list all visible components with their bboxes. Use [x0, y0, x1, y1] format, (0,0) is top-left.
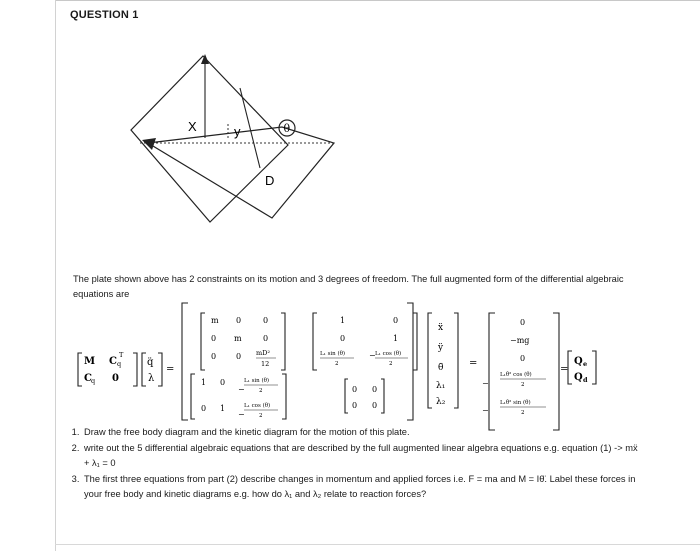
lower-term-1-den: 2: [259, 388, 263, 394]
lhs-matrix-bracket-right: [133, 353, 137, 386]
figure-label-y: y: [234, 124, 241, 139]
figure-label-x: X: [188, 119, 197, 134]
result-Qd-sub: d: [583, 376, 588, 384]
task-item: 3. The first three equations from part (2) describe changes in momentum and applied forces i.e. F = ma and M = Iθ̈. Label these forces in your free body and kinetic diagrams e.g. how do λ₁ and λ₂ relate to reaction forces?: [82, 472, 642, 503]
lower-12: 0: [220, 378, 226, 387]
equals-2: =: [469, 358, 478, 369]
pos-minus: −: [369, 351, 376, 360]
accel-theta: θ̈: [438, 363, 444, 373]
lower-zero-bracket-left: [345, 379, 348, 413]
q-ddot: q̈: [147, 357, 154, 368]
rhs-term-1-num: L₁θ̇² cos (θ): [500, 372, 532, 378]
inertia-term-den: 12: [261, 360, 270, 368]
inertia-m21: 0: [211, 334, 217, 343]
rhs-bracket-right: [553, 313, 559, 430]
result-Qd: Q: [574, 372, 583, 383]
lhs-zero: 0: [112, 373, 119, 384]
rhs-minus-2: −: [482, 406, 489, 415]
rhs-term-2-den: 2: [521, 410, 525, 416]
inertia-m13: 0: [263, 316, 269, 325]
pos-22: 1: [393, 334, 399, 343]
zero-21: 0: [352, 401, 358, 410]
inertia-m11: m: [211, 316, 219, 325]
result-Qe-sub: e: [583, 360, 588, 368]
rhs-mg: −mg: [510, 336, 530, 345]
lower-term-2-den: 2: [259, 413, 263, 419]
position-bracket-right: [413, 313, 417, 370]
task-list: [68, 425, 642, 503]
lambda-vector: λ: [148, 373, 155, 384]
inertia-bracket-left: [201, 313, 205, 370]
result-bracket-left: [568, 351, 572, 384]
lhs-M: M: [84, 356, 96, 367]
q-vector-bracket-right: [158, 353, 162, 386]
lower-21: 0: [201, 404, 207, 413]
task-item: 2. write out the 5 differential algebraic equations that are described by the full augmented linear algebra equations e.g. equation (1) -> mẍ + λ₁ = 0: [82, 441, 642, 472]
inertia-m22: m: [234, 334, 242, 343]
pos-term-1-num: L₁ sin (θ): [320, 351, 346, 357]
lower-term-2-num: L₁ cos (θ): [244, 403, 271, 409]
lhs-Cq-T-sub: q: [117, 360, 122, 368]
inertia-m31: 0: [211, 352, 217, 361]
equals-1: =: [166, 364, 175, 375]
lhs-Cq-T: C: [109, 356, 117, 367]
pos-12: 0: [393, 316, 399, 325]
result-Qe: Q: [574, 356, 583, 367]
rhs-term-1-den: 2: [521, 382, 525, 388]
zero-22: 0: [372, 401, 378, 410]
equals-3: =: [560, 364, 569, 375]
inertia-bracket-right: [281, 313, 285, 370]
result-bracket-right: [592, 351, 596, 384]
rhs-bracket-left: [489, 313, 495, 430]
task-item: 1. Draw the free body diagram and the kinetic diagram for the motion of this plate.: [82, 425, 642, 441]
inertia-m23: 0: [263, 334, 269, 343]
lower-left-bracket-left: [191, 374, 195, 419]
q-vector-bracket-left: [142, 353, 146, 386]
inertia-m32: 0: [236, 352, 242, 361]
pos-11: 1: [340, 316, 346, 325]
lhs-matrix-bracket-left: [78, 353, 82, 386]
position-bracket-left: [313, 313, 317, 370]
zero-11: 0: [352, 385, 358, 394]
zero-12: 0: [372, 385, 378, 394]
accel-y: ÿ: [438, 343, 444, 353]
pos-term-2-num: L₁ cos (θ): [375, 351, 402, 357]
accel-lambda2: λ₂: [436, 397, 446, 407]
lower-11: 1: [201, 378, 207, 387]
accel-bracket-right: [454, 313, 458, 408]
outer-bracket-right: [407, 303, 413, 420]
intro-paragraph: The plate shown above has 2 constraints on its motion and 3 degrees of freedom. The full augmented form of the differential algebraic equations are: [73, 274, 624, 299]
accel-lambda1: λ₁: [436, 381, 446, 391]
lower-term-1-num: L₁ sin (θ): [244, 378, 270, 384]
pos-term-2-den: 2: [389, 361, 393, 367]
rhs-2: 0: [520, 354, 526, 363]
rhs-minus-1: −: [482, 379, 489, 388]
accel-bracket-left: [428, 313, 432, 408]
rhs-term-2-num: L₁θ̇² sin (θ): [500, 400, 531, 406]
accel-x: ẍ: [438, 323, 444, 333]
question-title: QUESTION 1: [70, 9, 139, 21]
figure-label-theta: θ: [283, 122, 291, 135]
inertia-term-num: mD²: [256, 349, 270, 357]
pos-term-1-den: 2: [335, 361, 339, 367]
lower-minus-1: −: [238, 385, 245, 394]
lower-22: 1: [220, 404, 226, 413]
lhs-Cq-sub: q: [91, 377, 96, 385]
outer-bracket-left: [182, 303, 188, 420]
rhs-0: 0: [520, 318, 526, 327]
lhs-Cq-T-sup: T: [119, 351, 124, 359]
inertia-m12: 0: [236, 316, 242, 325]
lower-minus-2: −: [238, 410, 245, 419]
lower-left-bracket-right: [282, 374, 286, 419]
pos-21: 0: [340, 334, 346, 343]
lower-zero-bracket-right: [381, 379, 384, 413]
figure-label-d: D: [265, 173, 275, 188]
lhs-Cq: C: [84, 373, 92, 384]
